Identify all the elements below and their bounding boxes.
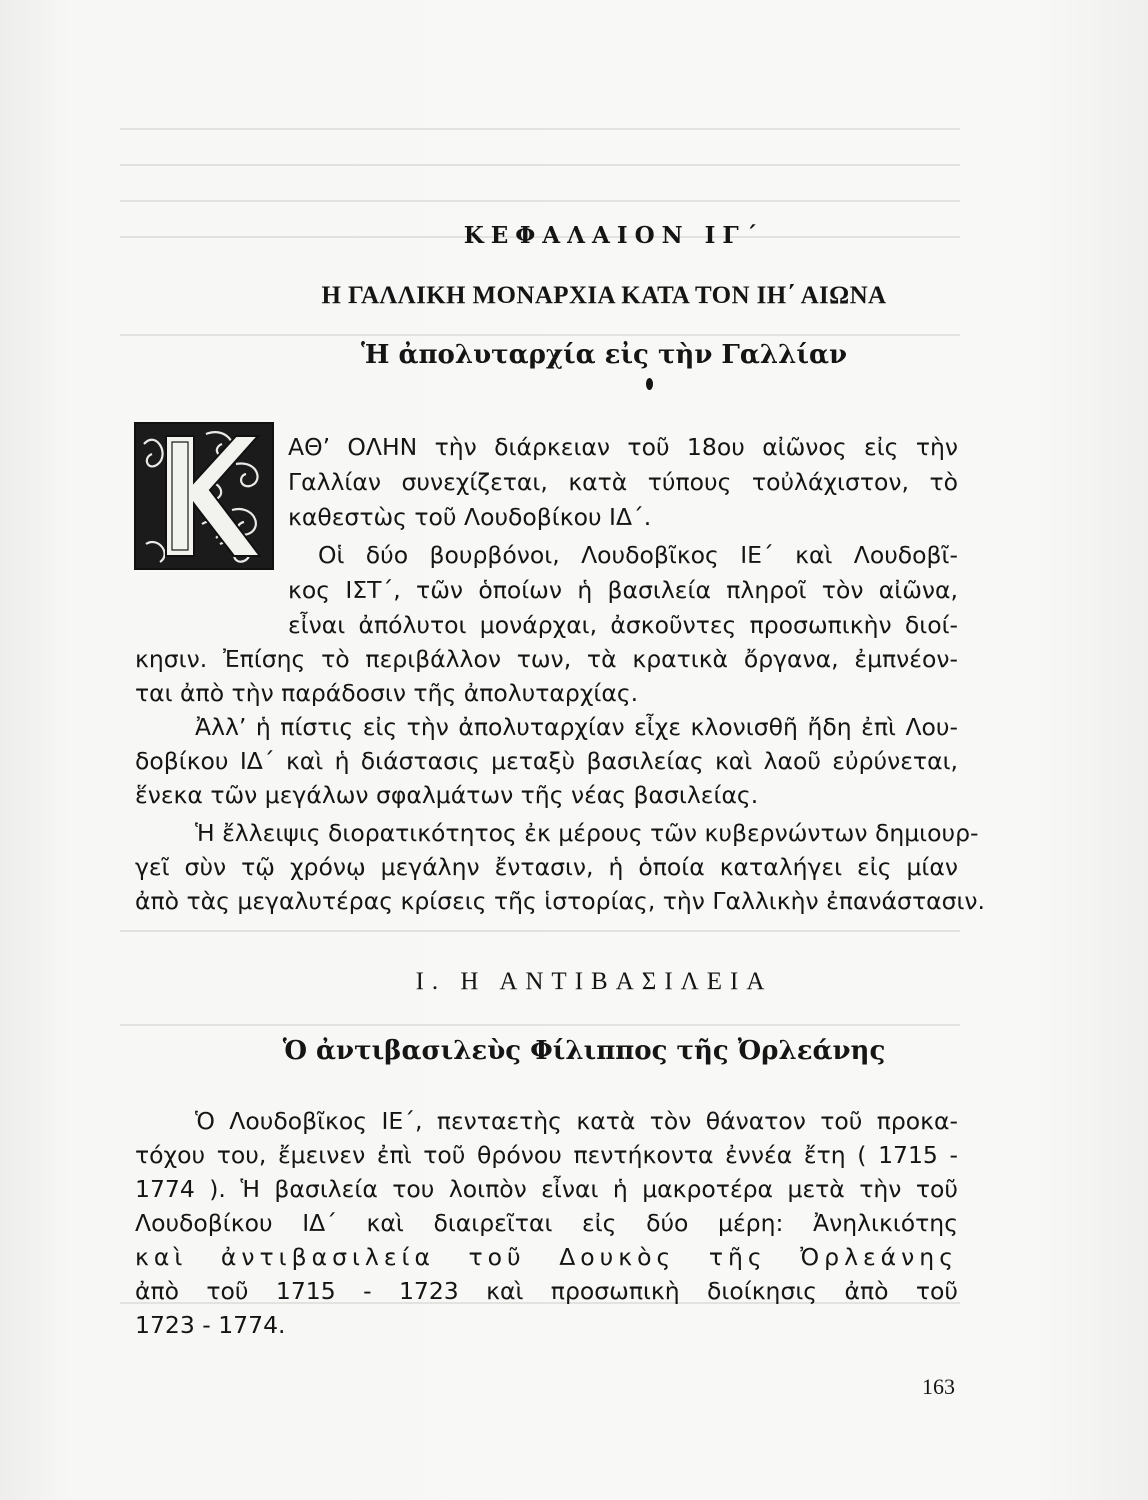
text-line: Οἱ δύο βουρβόνοι, Λουδοβῖκος ΙΕ΄ καὶ Λουδοβῖ- bbox=[318, 541, 958, 569]
text-line: δοβίκου ΙΔ΄ καὶ ἡ διάστασις μεταξὺ βασιλείας καὶ λαοῦ εὐρύνεται, bbox=[135, 747, 958, 775]
text-line: 1774 ). Ἡ βασιλεία του λοιπὸν εἶναι ἡ μακροτέρα μετὰ τὴν τοῦ bbox=[135, 1175, 958, 1203]
text-line: Ἡ ἔλλειψις διορατικότητος ἐκ μέρους τῶν κυβερνώντων δημιουρ- bbox=[195, 819, 979, 847]
text-line: καὶ ἀντιβασιλεία τοῦ Δουκὸς τῆς Ὀρλεάνης bbox=[135, 1243, 958, 1271]
ornament-dot bbox=[646, 378, 653, 390]
text-line: γεῖ σὺν τῷ χρόνῳ μεγάλην ἔντασιν, ἡ ὁποία καταλήγει εἰς μίαν bbox=[135, 853, 958, 881]
text-line: τόχου του, ἔμεινεν ἐπὶ τοῦ θρόνου πεντήκοντα ἐννέα ἔτη ( 1715 - bbox=[135, 1141, 958, 1169]
text-line: ἀπὸ τοῦ 1715 - 1723 καὶ προσωπικὴ διοίκησις ἀπὸ τοῦ bbox=[135, 1277, 958, 1305]
text-line: ται ἀπὸ τὴν παράδοσιν τῆς ἀπολυταρχίας. bbox=[135, 679, 639, 707]
text-line: ΑΘ’ ΟΛΗΝ τὴν διάρκειαν τοῦ 18ου αἰῶνος εἰς τὴν bbox=[288, 433, 958, 461]
text-line: ἀπὸ τὰς μεγαλυτέρας κρίσεις τῆς ἱστορίας, τὴν Γαλλικὴν ἐπανάστασιν. bbox=[135, 887, 986, 915]
bleed-through-line bbox=[120, 334, 960, 336]
text-line: Γαλλίαν συνεχίζεται, κατὰ τύπους τοὐλάχιστον, τὸ bbox=[288, 468, 958, 496]
subheading-absolutism: Ἡ ἀπολυταρχία εἰς τὴν Γαλλίαν bbox=[360, 340, 847, 370]
section-title: Ι. Η ΑΝΤΙΒΑΣΙΛΕΙΑ bbox=[415, 968, 773, 995]
page-number: 163 bbox=[922, 1374, 955, 1399]
chapter-title: Η ΓΑΛΛΙΚΗ ΜΟΝΑΡΧΙΑ ΚΑΤΑ ΤΟΝ ΙΗ΄ ΑΙΩΝΑ bbox=[321, 282, 887, 309]
text-line: κησιν. Ἐπίσης τὸ περιβάλλον των, τὰ κρατικὰ ὄργανα, ἐμπνέον- bbox=[135, 645, 958, 673]
text-line: Λουδοβίκου ΙΔ΄ καὶ διαιρεῖται εἰς δύο μέρη: Ἀνηλικιότης bbox=[135, 1209, 958, 1237]
bleed-through-line bbox=[120, 200, 960, 202]
decorative-initial-k-icon bbox=[134, 422, 274, 570]
text-line: 1723 - 1774. bbox=[135, 1311, 286, 1339]
text-line: Ἀλλ’ ἡ πίστις εἰς τὴν ἀπολυταρχίαν εἶχε κλονισθῆ ἤδη ἐπὶ Λου- bbox=[195, 713, 958, 741]
bleed-through-line bbox=[120, 930, 960, 932]
bleed-through-line bbox=[120, 1024, 960, 1026]
bleed-through-line bbox=[120, 164, 960, 166]
text-line: ἕνεκα τῶν μεγάλων σφαλμάτων τῆς νέας βασιλείας. bbox=[135, 781, 759, 809]
text-line: κος ΙΣΤ΄, τῶν ὁποίων ἡ βασιλεία πληροῖ τὸν αἰῶνα, bbox=[288, 576, 958, 604]
text-line: Ὁ Λουδοβῖκος ΙΕ΄, πενταετὴς κατὰ τὸν θάνατον τοῦ προκα- bbox=[195, 1107, 958, 1135]
text-line: εἶναι ἀπόλυτοι μονάρχαι, ἀσκοῦντες προσωπικὴν διοί- bbox=[288, 611, 958, 639]
bleed-through-line bbox=[120, 128, 960, 130]
chapter-label: ΚΕΦΑΛΑΙΟΝ ΙΓ΄ bbox=[463, 222, 765, 249]
text-line: καθεστὼς τοῦ Λουδοβίκου ΙΔ΄. bbox=[288, 503, 652, 531]
subheading-regent: Ὁ ἀντιβασιλεὺς Φίλιππος τῆς Ὀρλεάνης bbox=[282, 1036, 886, 1066]
